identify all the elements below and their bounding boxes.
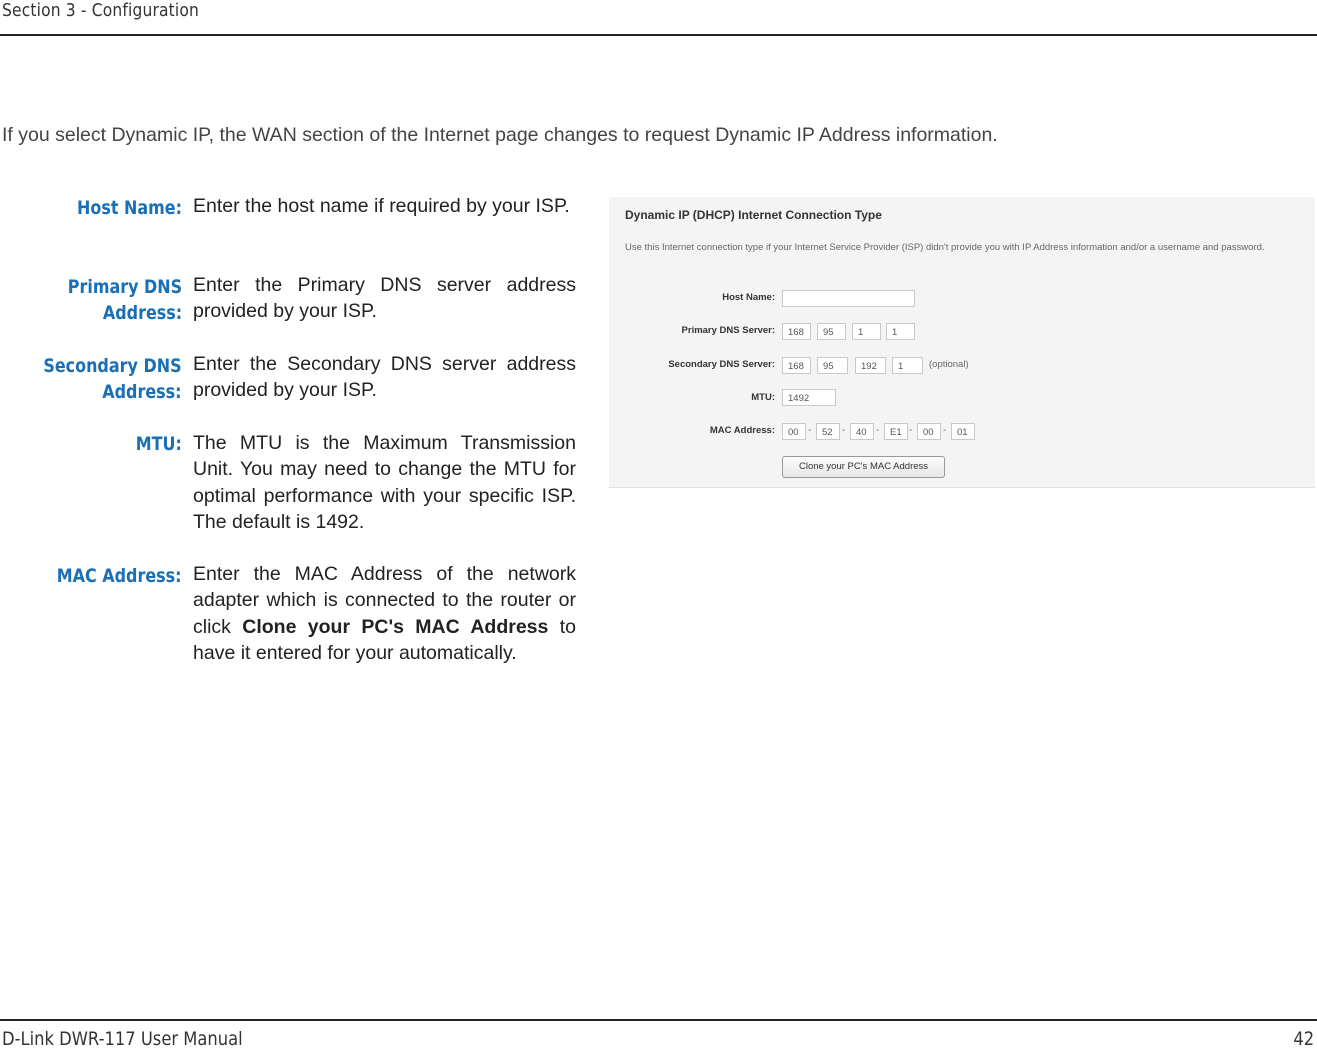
primary-dns-octet-1[interactable]: 168	[782, 323, 811, 340]
dhcp-settings-screenshot	[609, 197, 1315, 488]
mac-octet-3[interactable]: 40	[850, 423, 874, 440]
section-title: Section 3 - Configuration	[2, 0, 199, 21]
desc-mac-clone-reference: Clone your PC's MAC Address	[242, 615, 549, 638]
mac-octet-6[interactable]: 01	[951, 423, 975, 440]
host-name-label: Host Name:	[722, 292, 775, 303]
term-primary-dns-line2: Address:	[102, 302, 182, 324]
mac-octet-5[interactable]: 00	[917, 423, 941, 440]
desc-mac-address	[193, 561, 576, 666]
mac-separator-1: -	[808, 425, 812, 436]
term-mtu: MTU:	[135, 433, 182, 455]
mac-octet-4[interactable]: E1	[884, 423, 908, 440]
clone-mac-button[interactable]: Clone your PC's MAC Address	[782, 456, 945, 478]
desc-mac-text-after: to have it entered for your automatically.	[193, 615, 576, 664]
manual-title: D-Link DWR-117 User Manual	[2, 1028, 243, 1050]
secondary-dns-label: Secondary DNS Server:	[668, 359, 775, 370]
primary-dns-octet-4[interactable]: 1	[886, 323, 915, 340]
desc-host-name: Enter the host name if required by your ISP.	[193, 195, 570, 217]
footer-divider	[0, 1019, 1317, 1021]
intro-paragraph: If you select Dynamic IP, the WAN section of the Internet page changes to request Dynamic IP Address information.	[2, 124, 998, 146]
mac-address-label: MAC Address:	[709, 425, 775, 436]
term-host-name: Host Name:	[77, 197, 182, 219]
mac-separator-3: -	[876, 425, 880, 436]
primary-dns-octet-2[interactable]: 95	[817, 323, 846, 340]
mac-separator-4: -	[909, 425, 913, 436]
secondary-dns-octet-3[interactable]: 192	[855, 357, 886, 374]
secondary-dns-octet-4[interactable]: 1	[892, 357, 923, 374]
term-secondary-dns-line2: Address:	[102, 381, 182, 403]
optional-note: (optional)	[929, 359, 969, 370]
secondary-dns-octet-2[interactable]: 95	[817, 357, 848, 374]
primary-dns-label: Primary DNS Server:	[681, 325, 775, 336]
term-primary-dns	[68, 274, 182, 326]
term-primary-dns-line1: Primary DNS	[67, 276, 182, 298]
host-name-input[interactable]	[782, 290, 915, 307]
dhcp-panel-title: Dynamic IP (DHCP) Internet Connection Type	[625, 208, 882, 222]
term-secondary-dns	[44, 353, 182, 405]
desc-primary-dns: Enter the Primary DNS server address provided by your ISP.	[193, 274, 576, 323]
term-mac-address: MAC Address:	[57, 565, 182, 587]
desc-mac-text-before: Enter the MAC Address of the network adapter which is connected to the router or click	[193, 563, 576, 638]
mac-separator-5: -	[943, 425, 947, 436]
dhcp-panel-description: Use this Internet connection type if your Internet Service Provider (ISP) didn't provide you with IP Address information and/or a username and password.	[625, 242, 1265, 253]
desc-secondary-dns: Enter the Secondary DNS server address provided by your ISP.	[193, 353, 576, 402]
mtu-input[interactable]: 1492	[782, 389, 836, 406]
desc-mtu: The MTU is the Maximum Transmission Unit. You may need to change the MTU for optimal performance with your specific ISP. The default is 1492.	[193, 432, 576, 533]
secondary-dns-octet-1[interactable]: 168	[782, 357, 811, 374]
mtu-label: MTU:	[751, 392, 775, 403]
header-divider	[0, 34, 1317, 36]
primary-dns-octet-3[interactable]: 1	[852, 323, 881, 340]
mac-octet-2[interactable]: 52	[816, 423, 840, 440]
mac-separator-2: -	[842, 425, 846, 436]
page-number: 42	[1293, 1028, 1314, 1050]
mac-octet-1[interactable]: 00	[782, 423, 806, 440]
term-secondary-dns-line1: Secondary DNS	[43, 355, 182, 377]
